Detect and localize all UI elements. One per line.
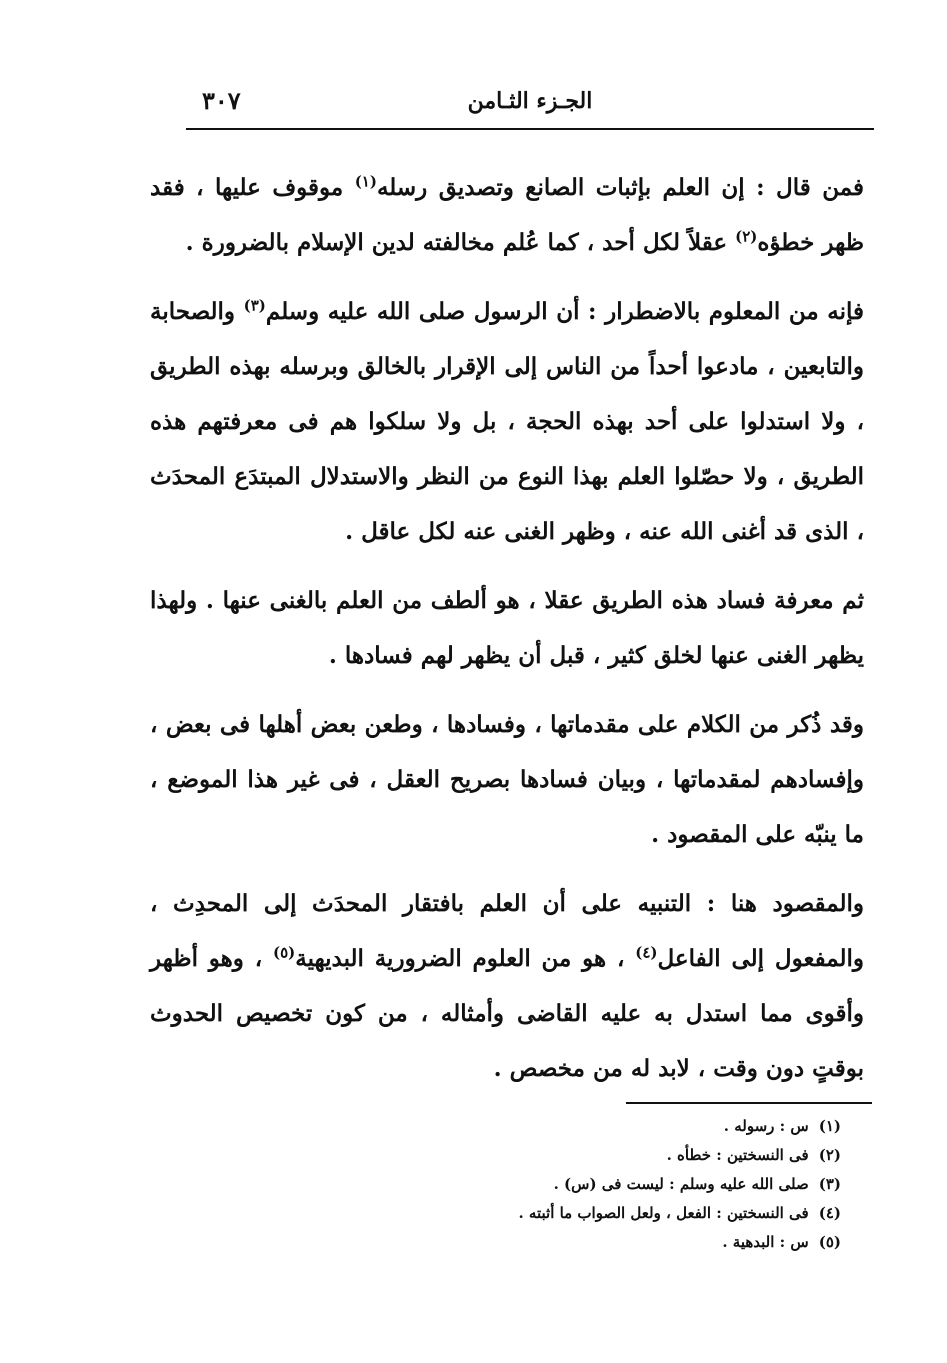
text-run: والمقصود هنا : التنبيه على أن العلم بافتقار المحدَث إلى المحدِث ، والمفعول إلى الفاعل — [150, 890, 865, 972]
text-run: فمن قال : إن العلم بإثبات الصانع وتصديق رسله — [376, 174, 864, 201]
text-run: ، هو من العلوم الضرورية البديهية — [295, 945, 636, 972]
text-run: فإنه من المعلوم بالاضطرار : أن الرسول صلى الله عليه وسلم — [265, 298, 864, 325]
footnote-number: (١) — [818, 1117, 841, 1135]
text-run: والصحابة والتابعين ، مادعوا أحداً من الناس إلى الإقرار بالخالق وبرسله بهذه الطريق ، ولا استدلوا على أحد بهذه الحجة ، بل ولا سلكوا هم فى معرفتهم هذه الطريق ، ولا حصّلوا العلم بهذا النوع من النظر والاستدلال المبتدَع المحدَث ، الذى قد أغنى الله عنه ، وظهر الغنى عنه لكل عاقل . — [150, 298, 864, 545]
paragraph-2 — [150, 284, 864, 559]
text-run: عقلاً لكل أحد ، كما عُلم مخالفته لدين الإسلام بالضرورة . — [185, 229, 736, 256]
footnote-2 — [241, 1141, 841, 1170]
footnote-text: فى النسختين : خطأه . — [666, 1146, 809, 1164]
footnote-number: (٥) — [818, 1233, 841, 1251]
footnote-1 — [241, 1112, 841, 1141]
footnote-text: فى النسختين : الفعل ، ولعل الصواب ما أثبته . — [518, 1204, 809, 1222]
footnote-divider — [626, 1102, 872, 1104]
footnote-number: (٣) — [818, 1175, 841, 1193]
footnote-4 — [241, 1199, 841, 1228]
page-number: ٣٠٧ — [202, 86, 241, 115]
footnote-text: س : البدهية . — [722, 1233, 809, 1251]
footnote-ref-1: (١) — [354, 172, 377, 191]
footnote-ref-3: (٣) — [243, 296, 266, 315]
footnote-ref-2: (٢) — [735, 227, 758, 246]
footnote-number: (٢) — [818, 1146, 841, 1164]
footnote-3 — [241, 1170, 841, 1199]
header-divider — [186, 128, 874, 130]
footnote-text: س : رسوله . — [723, 1117, 809, 1135]
text-run: وقد ذُكر من الكلام على مقدماتها ، وفسادها ، وطعن بعض أهلها فى بعض ، وإفسادهم لمقدماتها ، وبيان فسادها بصريح العقل ، فى غير هذا الموضع ، ما ينبّه على المقصود . — [150, 711, 864, 848]
footnote-5 — [241, 1228, 841, 1257]
paragraph-4 — [150, 697, 864, 862]
main-text — [150, 160, 864, 1110]
footnote-ref-4: (٤) — [635, 943, 658, 962]
paragraph-3 — [150, 573, 864, 683]
text-run: موقوف عليها ، فقد ظهر خطؤه — [150, 174, 864, 256]
text-run: ثم معرفة فساد هذه الطريق عقلا ، هو ألطف من العلم بالغنى عنها . ولهذا يظهر الغنى عنها لخلق كثير ، قبل أن يظهر لهم فسادها . — [150, 587, 864, 669]
running-title: الجـزء الثـامن — [467, 88, 593, 114]
footnote-text: صلى الله عليه وسلم : ليست فى (س) . — [553, 1175, 809, 1193]
paragraph-1 — [150, 160, 864, 270]
page-header — [186, 84, 874, 126]
footnote-number: (٤) — [818, 1204, 841, 1222]
footnotes — [241, 1112, 841, 1257]
paragraph-5 — [150, 876, 864, 1096]
text-run: ، وهو أظهر وأقوى مما استدل به عليه القاضى وأمثاله ، من كون تخصيص الحدوث بوقتٍ دون وقت ، لابد له من مخصص . — [150, 945, 864, 1082]
footnote-ref-5: (٥) — [272, 943, 296, 962]
